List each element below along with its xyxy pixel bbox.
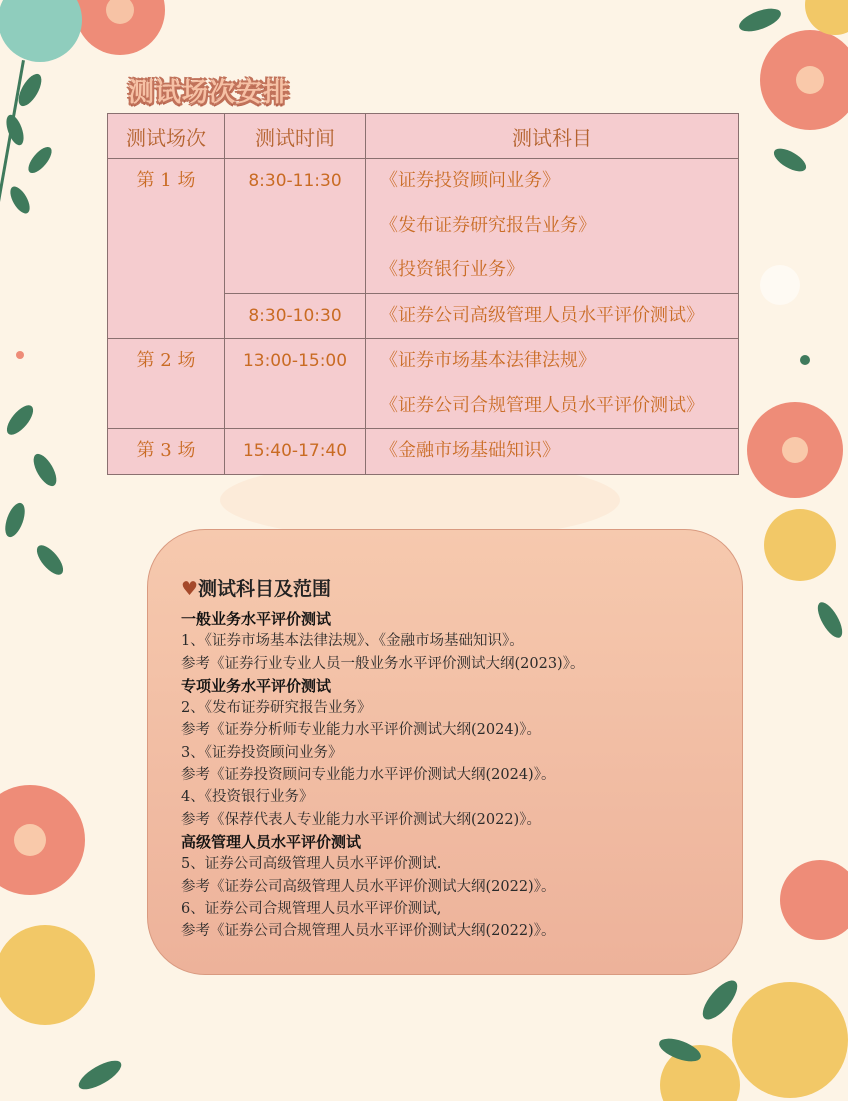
subject-label: 《投资银行业务》 bbox=[380, 259, 524, 280]
scope-panel bbox=[147, 529, 743, 975]
session-label: 第 1 场 bbox=[136, 170, 196, 191]
subject-label: 《证券公司高级管理人员水平评价测试》 bbox=[380, 304, 704, 326]
session-cell bbox=[108, 429, 225, 475]
scope-line: 参考《证券分析师专业能力水平评价测试大纲(2024)》。 bbox=[181, 722, 541, 739]
scope-line: 6、证券公司合规管理人员水平评价测试, bbox=[181, 900, 442, 917]
session-label: 第 3 场 bbox=[136, 440, 196, 461]
subject-label: 《证券公司合规管理人员水平评价测试》 bbox=[380, 394, 704, 416]
time-label: 15:40-17:40 bbox=[242, 441, 348, 461]
page-title: 测试场次安排 bbox=[128, 78, 291, 108]
scope-section-heading: 高级管理人员水平评价测试 bbox=[181, 832, 362, 851]
session-label: 第 2 场 bbox=[136, 350, 196, 371]
scope-section-heading: 专项业务水平评价测试 bbox=[181, 676, 332, 695]
scope-line: 参考《证券行业专业人员一般业务水平评价测试大纲(2023)》。 bbox=[181, 655, 585, 672]
scope-line: 2、《发布证券研究报告业务》 bbox=[181, 700, 372, 717]
subject-cell bbox=[366, 339, 739, 429]
time-cell bbox=[225, 159, 366, 294]
scope-line: 参考《证券公司合规管理人员水平评价测试大纲(2022)》。 bbox=[181, 923, 556, 940]
table-row bbox=[108, 429, 739, 475]
session-cell bbox=[108, 339, 225, 429]
table-row bbox=[108, 159, 739, 294]
scope-section-heading: 一般业务水平评价测试 bbox=[181, 610, 332, 628]
scope-line: 参考《保荐代表人专业能力水平评价测试大纲(2022)》。 bbox=[181, 811, 541, 828]
session-cell bbox=[108, 159, 225, 339]
subject-label: 《证券市场基本法律法规》 bbox=[380, 350, 596, 371]
header-session: 测试场次 bbox=[108, 114, 225, 159]
table-row bbox=[108, 339, 739, 429]
header-time: 测试时间 bbox=[225, 114, 366, 159]
table-header-row bbox=[108, 114, 739, 159]
time-cell bbox=[225, 429, 366, 475]
subject-label: 《发布证券研究报告业务》 bbox=[380, 214, 596, 236]
flower-right-middle-icon bbox=[747, 355, 847, 641]
time-cell bbox=[225, 339, 366, 429]
scope-line: 5、证券公司高级管理人员水平评价测试. bbox=[181, 856, 442, 873]
scope-title bbox=[181, 574, 331, 601]
subject-cell bbox=[366, 159, 739, 294]
scope-line: 3、《证券投资顾问业务》 bbox=[181, 744, 343, 761]
scope-line: 参考《证券公司高级管理人员水平评价测试大纲(2022)》。 bbox=[181, 878, 556, 895]
subject-label: 《金融市场基础知识》 bbox=[380, 440, 560, 461]
header-subject: 测试科目 bbox=[366, 114, 739, 159]
schedule-table bbox=[107, 113, 739, 475]
time-label: 13:00-15:00 bbox=[242, 351, 348, 371]
subject-cell bbox=[366, 429, 739, 475]
scope-line: 参考《证券投资顾问专业能力水平评价测试大纲(2024)》。 bbox=[181, 767, 556, 784]
scope-list bbox=[181, 608, 584, 942]
scope-line: 1、《证券市场基本法律法规》、《金融市场基础知识》。 bbox=[181, 633, 524, 650]
scope-line: 4、《投资银行业务》 bbox=[181, 789, 314, 806]
scope-title-text: 测试科目及范围 bbox=[198, 578, 332, 600]
flower-top-right-icon bbox=[736, 0, 848, 176]
time-cell bbox=[225, 293, 366, 339]
heart-icon: ♥ bbox=[181, 578, 199, 600]
flower-bottom-left-icon bbox=[0, 785, 125, 1095]
flower-top-left-icon bbox=[0, 0, 165, 62]
time-label: 8:30-10:30 bbox=[248, 305, 342, 326]
subject-label: 《证券投资顾问业务》 bbox=[380, 170, 560, 191]
subject-cell bbox=[366, 293, 739, 339]
time-label: 8:30-11:30 bbox=[248, 171, 342, 191]
